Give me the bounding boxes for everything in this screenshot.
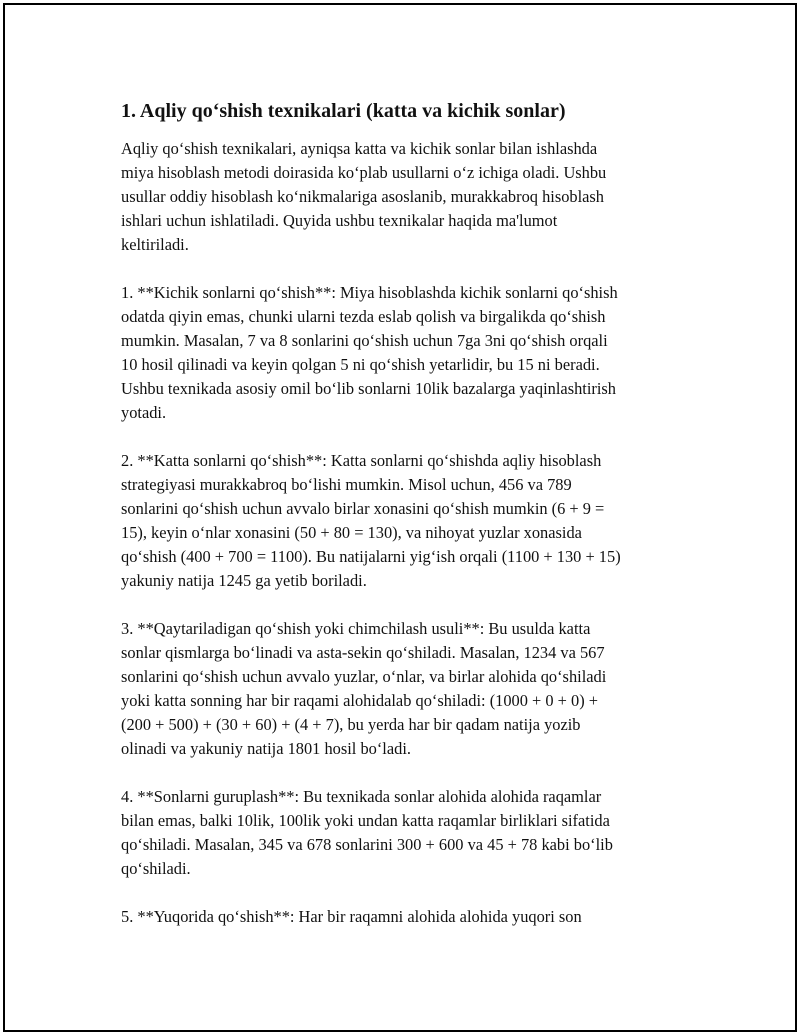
document-body xyxy=(121,99,689,953)
paragraph-decomposition-method: 3. **Qaytariladigan qo‘shish yoki chimchilash usuli**: Bu usulda katta sonlar qismlarga bo‘linadi va asta-sekin qo‘shiladi. Masalan, 1234 va 567 sonlarini qo‘shish uchun avvalo yuzlar, o‘nlar, va birlar alohida qo‘shiladi yoki katta sonning har bir raqami alohidalab qo‘shiladi: (1000 + 0 + 0) + (200 + 500) + (30 + 60) + (4 + 7), bu yerda har bir qadam natija yozib olinadi va yakuniy natija 1801 hosil bo‘ladi. xyxy=(121,619,607,758)
intro-paragraph: Aqliy qo‘shish texnikalari, ayniqsa katta va kichik sonlar bilan ishlashda miya hisoblash metodi doirasida ko‘plab usullarni o‘z ichiga oladi. Ushbu usullar oddiy hisoblash ko‘nikmalariga asoslanib, murakkabroq hisoblash ishlari uchun ishlatiladi. Quyida ushbu texnikalar haqida ma'lumot keltiriladi. xyxy=(121,139,607,254)
document-page xyxy=(3,3,797,1032)
paragraph-grouping: 4. **Sonlarni guruplash**: Bu texnikada sonlar alohida alohida raqamlar bilan emas, balki 10lik, 100lik yoki undan katta raqamlar birliklari sifatida qo‘shiladi. Masalan, 345 va 678 sonlarini 300 + 600 va 45 + 78 kabi bo‘lib qo‘shiladi. xyxy=(121,787,613,878)
paragraph-small-numbers: 1. **Kichik sonlarni qo‘shish**: Miya hisoblashda kichik sonlarni qo‘shish odatda qiyin emas, chunki ularni tezda eslab qolish va birgalikda qo‘shish mumkin. Masalan, 7 va 8 sonlarini qo‘shish uchun 7ga 3ni qo‘shish orqali 10 hosil qilinadi va keyin qolgan 5 ni qo‘shish yetarlidir, bu 15 ni beradi. Ushbu texnikada asosiy omil bo‘lib sonlarni 10lik bazalarga yaqinlashtirish yotadi. xyxy=(121,283,618,422)
section-title: 1. Aqliy qo‘shish texnikalari (katta va kichik sonlar) xyxy=(121,100,566,122)
paragraph-upward-addition: 5. **Yuqorida qo‘shish**: Har bir raqamni alohida alohida yuqori son xyxy=(121,907,582,926)
paragraph-large-numbers: 2. **Katta sonlarni qo‘shish**: Katta sonlarni qo‘shishda aqliy hisoblash strategiyasi murakkabroq bo‘lishi mumkin. Misol uchun, 456 va 789 sonlarini qo‘shish uchun avvalo birlar xonasini qo‘shish mumkin (6 + 9 = 15), keyin o‘nlar xonasini (50 + 80 = 130), va nihoyat yuzlar xonasida qo‘shish (400 + 700 = 1100). Bu natijalarni yig‘ish orqali (1100 + 130 + 15) yakuniy natija 1245 ga yetib boriladi. xyxy=(121,451,621,590)
